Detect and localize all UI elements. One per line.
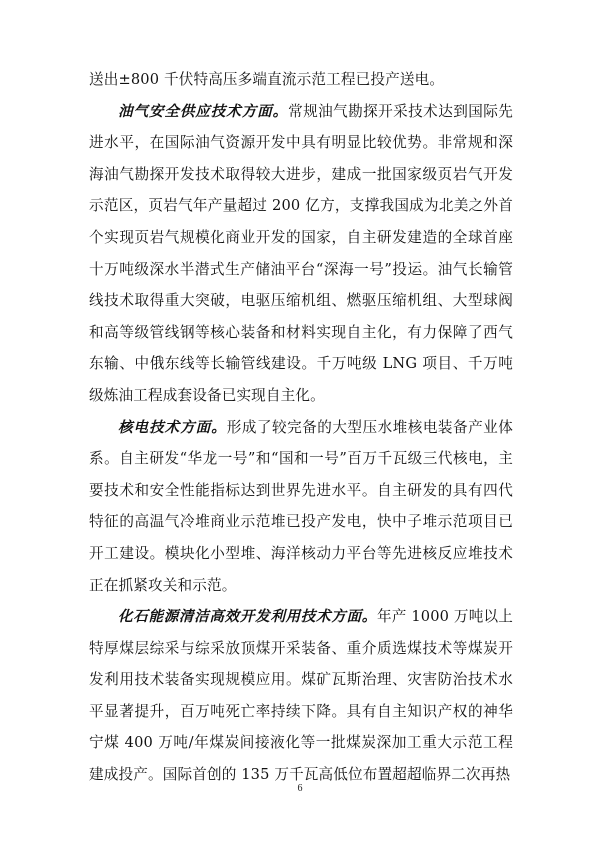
section-heading-nuclear: 核电技术方面。 [118, 418, 227, 436]
paragraph-text: 常规油气勘探开采技术达到国际先进水平，在国际油气资源开发中具有明显比较优势。非常规和深海油气勘探开发技术取得较大进步，建成一批国家级页岩气开发示范区，页岩气年产量超过 200 亿方，支撑我国成为北美之外首个实现页岩气规模化商业开发的国家，自主研发建造的全球首座十万吨级深水半潜式生产储油平台“深海一号”投运。油气长输管线技术取得重大突破，电驱压缩机组、燃驱压缩机组、大型球阀和高等级管线钢等核心装备和材料实现自主化，有力保障了西气东输、中俄东线等长输管线建设。千万吨级 LNG 项目、千万吨级炼油工程成套设备已实现自主化。 [89, 102, 513, 404]
paragraph-fossil-energy [89, 601, 513, 791]
paragraph-nuclear [89, 412, 513, 602]
paragraph-text: 送出±800 千伏特高压多端直流示范工程已投产送电。 [89, 71, 445, 88]
section-heading-oil-gas: 油气安全供应技术方面。 [118, 102, 289, 120]
paragraph-text: 年产 1000 万吨以上特厚煤层综采与综采放顶煤开采装备、重介质选煤技术等煤炭开发利用技术装备实现规模应用。煤矿瓦斯治理、灾害防治技术水平显著提升，百万吨死亡率持续下降。具有自主知识产权的神华宁煤 400 万吨/年煤炭间接液化等一批煤炭深加工重大示范工程建成投产。国际首创的 135 万千瓦高低位布置超超临界二次再热 [89, 608, 514, 784]
section-heading-fossil-energy: 化石能源清洁高效开发利用技术方面。 [118, 608, 377, 626]
paragraph-continuation [89, 64, 513, 96]
paragraph-oil-gas [89, 96, 513, 412]
page-body [89, 64, 513, 791]
paragraph-text: 形成了较完备的大型压水堆核电装备产业体系。自主研发“华龙一号”和“国和一号”百万千瓦级三代核电，主要技术和安全性能指标达到世界先进水平。自主研发的具有四代特征的高温气冷堆商业示范堆已投产发电，快中子堆示范项目已开工建设。模块化小型堆、海洋核动力平台等先进核反应堆技术正在抓紧攻关和示范。 [89, 418, 514, 594]
page-number: 6 [297, 783, 303, 794]
